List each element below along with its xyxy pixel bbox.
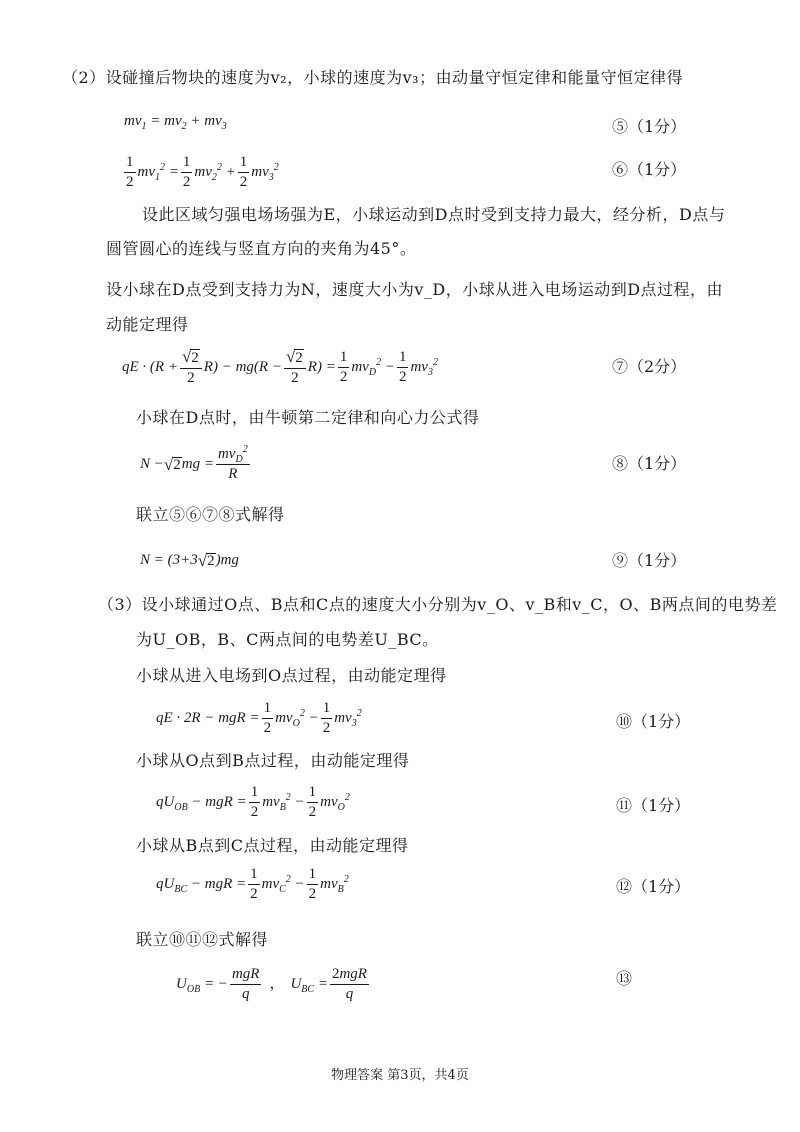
part2-paragraph-3: 小球在D点时，由牛顿第二定律和向心力公式得 — [136, 408, 480, 427]
part3-step-3: 小球从B点到C点过程，由动能定理得 — [136, 836, 409, 855]
part2-paragraph-2: 设小球在D点受到支持力为N，速度大小为v_D，小球从进入电场运动到D点过程，由 — [106, 280, 724, 299]
part2-paragraph-2b: 动能定理得 — [106, 315, 189, 334]
part2-paragraph-1b: 圆管圆心的连线与竖直方向的夹角为45°。 — [106, 239, 417, 258]
equation-8: N − √ 2 mg = $\frac{mv_D^2}{R}$ — [140, 444, 248, 482]
score-5: ⑤（1分） — [612, 117, 687, 136]
score-11: ⑪（1分） — [616, 796, 691, 815]
equation-13: $U_{OB}$ = − $\frac{\text{mgR}}{q}$ ， $U_{BC}$ = $\frac{\text{2mgR}}{q}$ — [176, 966, 367, 1002]
equation-10: qE · 2R − mgR = $\frac{1}{2}$ $mv_O^2$ − $\frac{1}{2}$ $mv_3^2$ — [156, 700, 362, 736]
part3-step-4: 联立⑩⑪⑫式解得 — [136, 930, 269, 949]
page-footer: 物理答案 第3页，共4页 — [331, 1068, 469, 1083]
part3-intro: （3）设小球通过O点、B点和C点的速度大小分别为v_O、v_B和v_C，O、B两点间的电势差 — [98, 595, 778, 614]
score-12: ⑫（1分） — [616, 877, 691, 896]
score-9: ⑨（1分） — [612, 551, 687, 570]
equation-6: $\frac{1}{2}$ $mv_1^2$ = $\frac{1}{2}$ $mv_2^2$ + $\frac{1}{2}$ $mv_3^2$ — [126, 154, 279, 190]
score-8: ⑧（1分） — [612, 454, 687, 473]
equation-7: qE · (R + √ 2 2 R) − mg(R − √ 2 2 R) = $\frac{1}{2}$ $mv_D^2$ − $\frac{1}{2}$ $mv_3^2$ — [122, 347, 438, 386]
part2-paragraph-1: 设此区域匀强电场场强为E，小球运动到D点时受到支持力最大，经分析，D点与 — [142, 205, 726, 224]
part3-intro-b: 为U_OB，B、C两点间的电势差U_BC。 — [136, 630, 439, 649]
score-13: ⑬ — [616, 969, 633, 988]
score-6: ⑥（1分） — [612, 160, 687, 179]
score-10: ⑩（1分） — [616, 712, 691, 731]
score-7: ⑦（2分） — [612, 357, 687, 376]
part2-paragraph-4: 联立⑤⑥⑦⑧式解得 — [136, 505, 285, 524]
part3-step-1: 小球从进入电场到O点过程，由动能定理得 — [136, 666, 447, 685]
part2-intro: （2）设碰撞后物块的速度为v₂，小球的速度为v₃；由动量守恒定律和能量守恒定律得 — [62, 68, 684, 87]
equation-12: $qU_{BC}$ − mgR = $\frac{1}{2}$ $mv_C^2$ − $\frac{1}{2}$ $mv_B^2$ — [156, 866, 349, 902]
part3-step-2: 小球从O点到B点过程，由动能定理得 — [136, 751, 410, 770]
equation-9: N = (3+3 √ 2 )mg — [140, 551, 239, 570]
equation-11: $qU_{OB}$ − mgR = $\frac{1}{2}$ $mv_B^2$ − $\frac{1}{2}$ $mv_O^2$ — [156, 784, 350, 820]
equation-5: $mv_1 = mv_2 + mv_3$ — [124, 113, 227, 132]
